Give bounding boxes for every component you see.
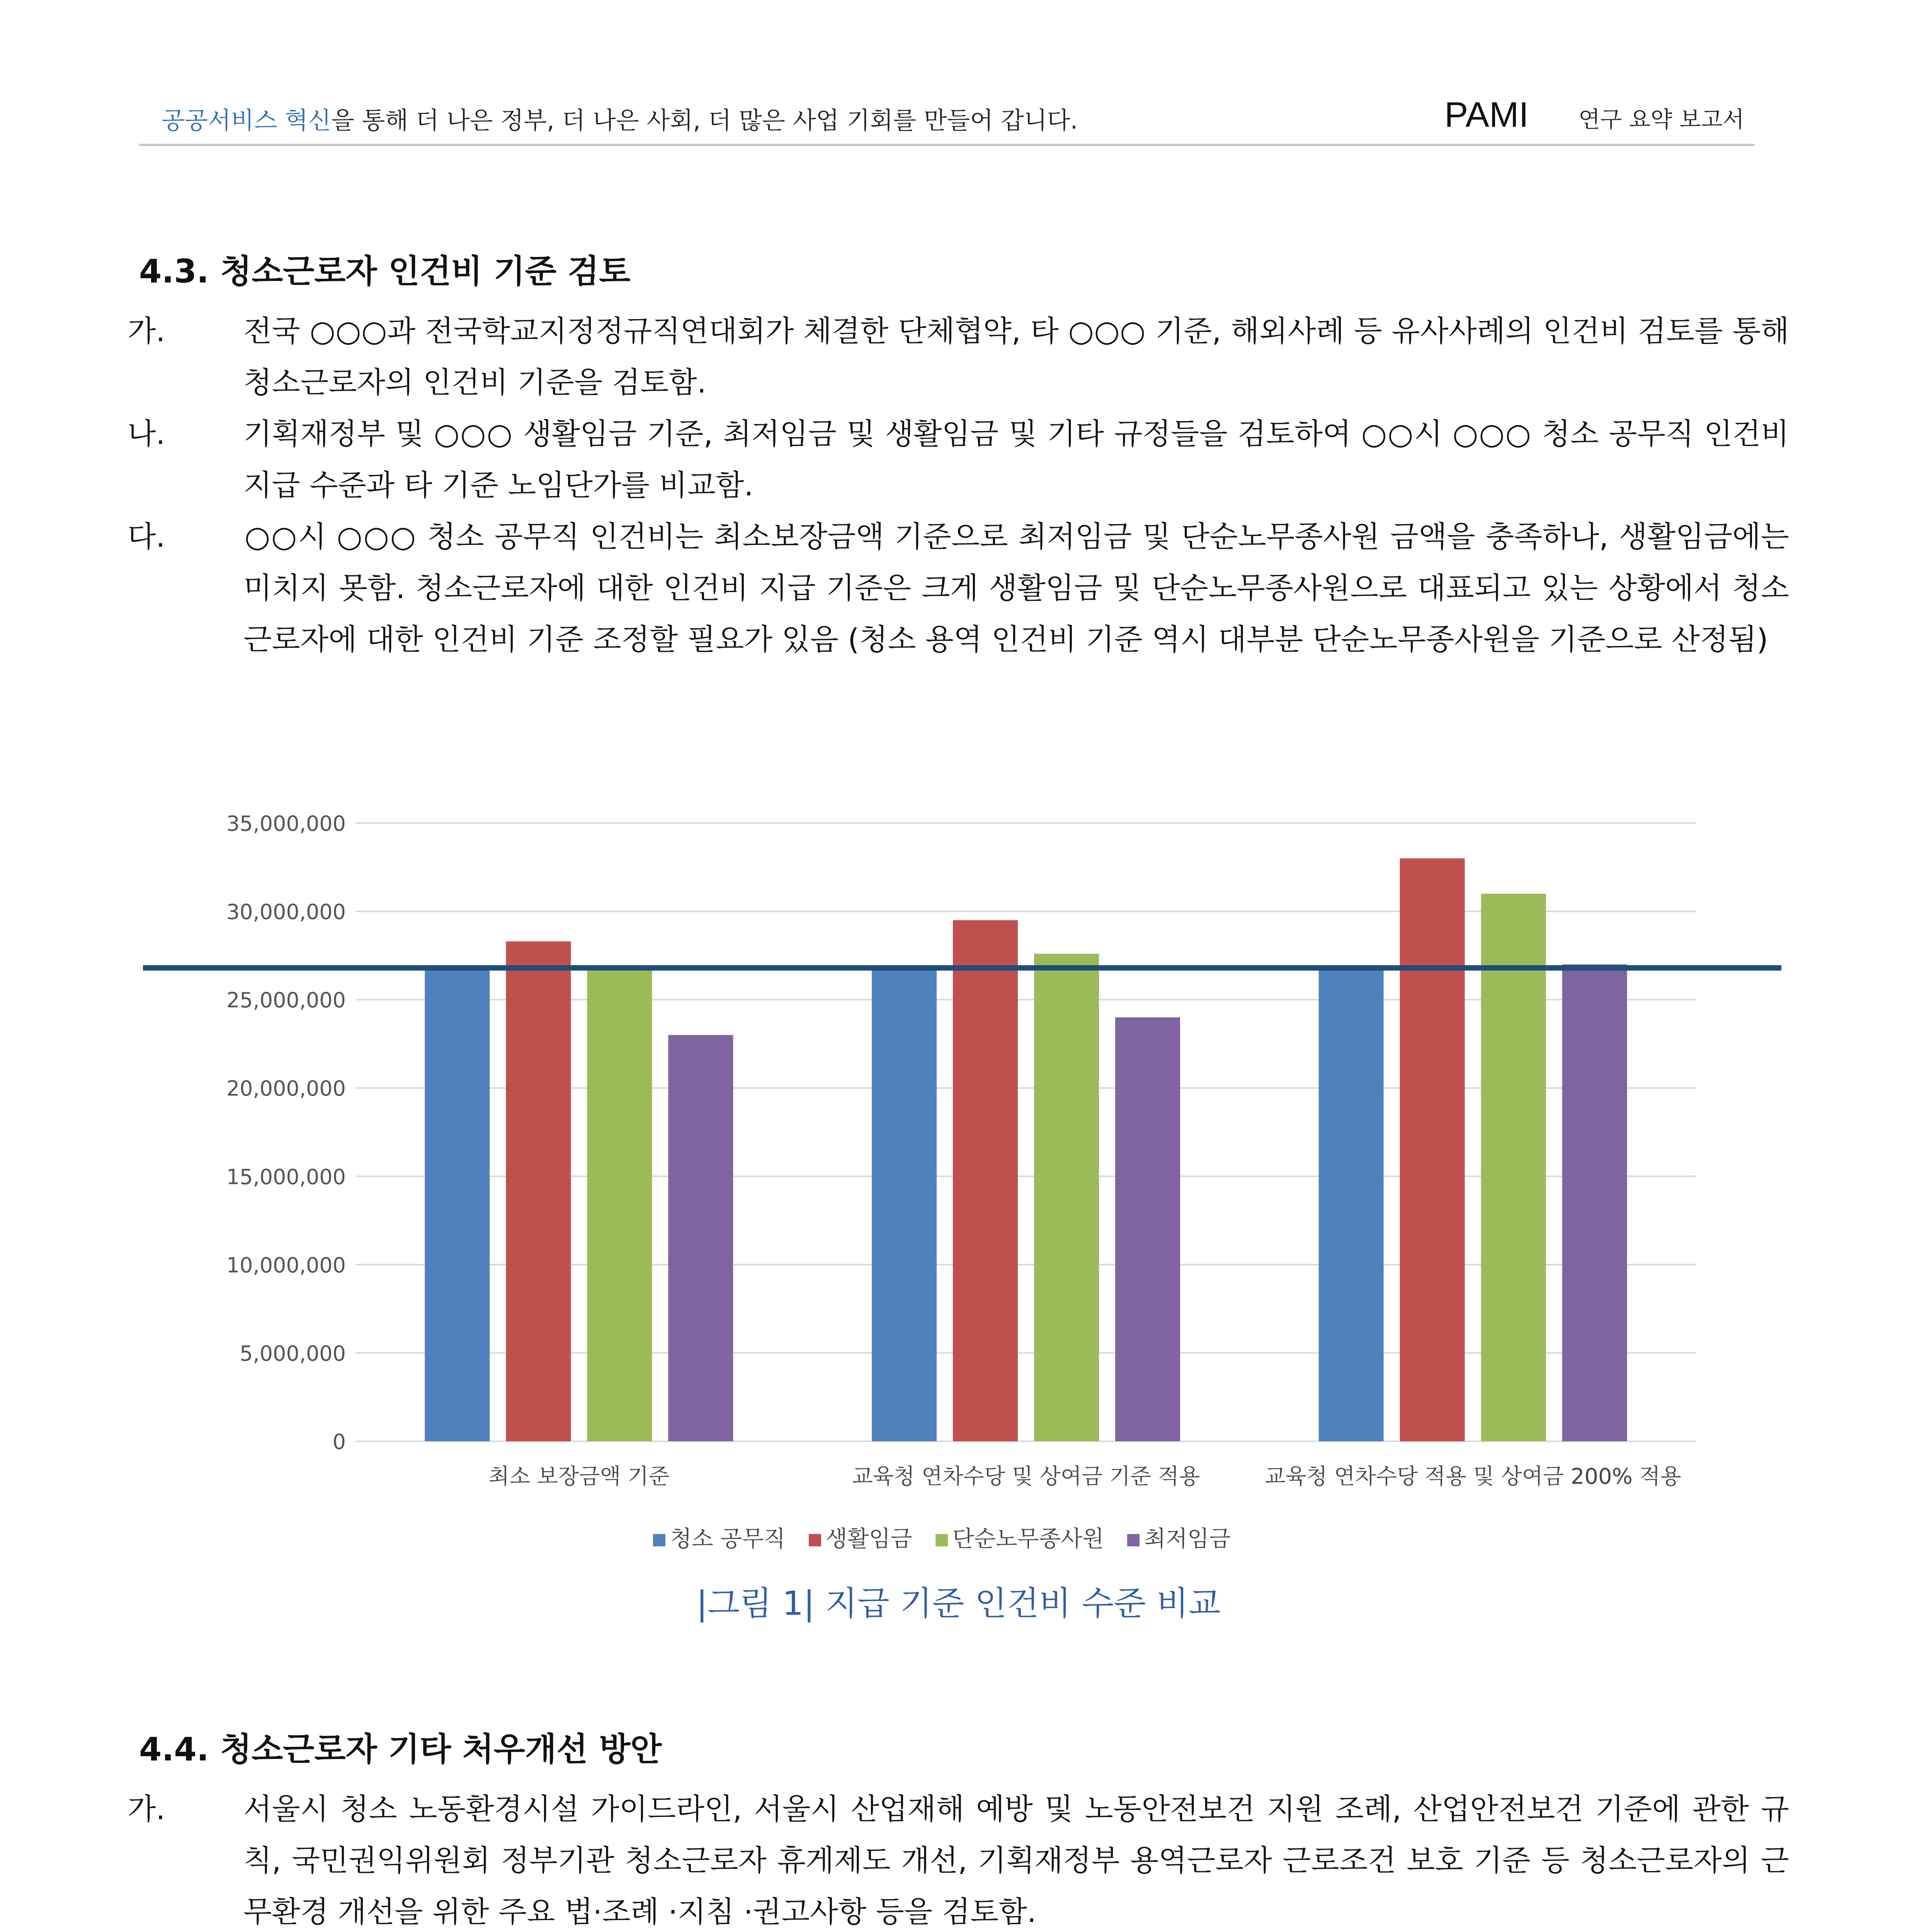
legend-swatch: [936, 1534, 948, 1546]
section-title-4-4: 4.4. 청소근로자 기타 처우개선 방안: [139, 1730, 662, 1768]
bar: [872, 969, 937, 1441]
chart-legend: [653, 1520, 1254, 1553]
list-item: [128, 511, 1789, 665]
bar: [1400, 858, 1465, 1441]
list-item-text: 전국 ○○○과 전국학교지정정규직연대회가 체결한 단체협약, 타 ○○○ 기준, 해외사례 등 유사사례의 인건비 검토를 통해 청소근로자의 인건비 기준을 검토함.: [243, 314, 1789, 400]
wage-comparison-chart: [139, 792, 1801, 1573]
x-tick-label: 최소 보장금액 기준: [488, 1464, 670, 1489]
legend-label: 최저임금: [1144, 1526, 1231, 1552]
header-slogan: [162, 101, 1078, 136]
bar: [587, 969, 652, 1441]
legend-item: [1127, 1520, 1231, 1553]
section-title-4-3: 4.3. 청소근로자 인건비 기준 검토: [139, 252, 631, 290]
legend-label: 청소 공무직: [670, 1526, 786, 1552]
legend-label: 생활임금: [825, 1526, 912, 1552]
y-tick-label: 0: [332, 1430, 346, 1454]
y-tick-label: 5,000,000: [240, 1341, 346, 1366]
section-4-4-body: [128, 1783, 1789, 1932]
legend-item: [809, 1520, 912, 1553]
list-item-text: 서울시 청소 노동환경시설 가이드라인, 서울시 산업재해 예방 및 노동안전보건 지원 조례, 산업안전보건 기준에 관한 규칙, 국민권익위원회 정부기관 청소근로자 휴게제도 개선, 기획재정부 용역근로자 근로조건 보호 기준 등 청소근로자의 근무환경 개선을 위한 주요 법·조례 ·지침 ·권고사항 등을 검토함.: [243, 1792, 1789, 1929]
x-tick-label: 교육청 연차수당 및 상여금 기준 적용: [852, 1464, 1200, 1489]
list-item: [128, 408, 1789, 511]
y-tick-label: 10,000,000: [226, 1253, 346, 1277]
list-item: [128, 305, 1789, 408]
bar: [668, 1035, 733, 1441]
list-marker: 다.: [128, 519, 165, 554]
y-tick-label: 35,000,000: [226, 811, 346, 836]
legend-swatch: [1127, 1534, 1140, 1546]
legend-swatch: [809, 1534, 821, 1546]
list-item-text: ○○시 ○○○ 청소 공무직 인건비는 최소보장금액 기준으로 최저임금 및 단순노무종사원 금액을 충족하나, 생활임금에는 미치지 못함. 청소근로자에 대한 인건비 지급 기준은 크게 생활임금 및 단순노무종사원으로 대표되고 있는 상황에서 청소 근로자에 대한 인건비 기준 조정할 필요가 있음 (청소 용역 인건비 기준 역시 대부분 단순노무종사원을 기준으로 산정됨): [243, 519, 1789, 656]
bar: [425, 969, 490, 1441]
list-marker: 가.: [128, 1792, 165, 1826]
bar: [1034, 954, 1099, 1441]
legend-item: [936, 1520, 1104, 1553]
header-brand: PAMI: [1444, 95, 1529, 134]
legend-item: [653, 1520, 786, 1553]
list-marker: 가.: [128, 314, 165, 348]
list-marker: 나.: [128, 417, 165, 451]
figure-caption: |그림 1| 지급 기준 인건비 수준 비교: [696, 1584, 1221, 1623]
bar: [1319, 969, 1384, 1441]
x-tick-label: 교육청 연차수당 적용 및 상여금 200% 적용: [1264, 1464, 1681, 1489]
header-report-type: 연구 요약 보고서: [1579, 106, 1745, 133]
section-4-3-body: [128, 305, 1789, 665]
list-item-text: 기획재정부 및 ○○○ 생활임금 기준, 최저임금 및 생활임금 및 기타 규정들을 검토하여 ○○시 ○○○ 청소 공무직 인건비 지급 수준과 타 기준 노임단가를 비교함.: [243, 417, 1789, 502]
y-tick-label: 20,000,000: [226, 1076, 346, 1101]
y-tick-label: 15,000,000: [226, 1165, 346, 1189]
legend-swatch: [653, 1534, 665, 1546]
list-item: [128, 1783, 1789, 1932]
header-slogan-rest: 을 통해 더 나은 정부, 더 나은 사회, 더 많은 사업 기회를 만들어 갑니다.: [331, 106, 1078, 134]
y-tick-label: 25,000,000: [226, 988, 346, 1013]
bar: [953, 920, 1018, 1441]
bar: [1562, 964, 1627, 1441]
bar: [506, 941, 571, 1441]
legend-label: 단순노무종사원: [952, 1526, 1104, 1552]
bar: [1481, 894, 1546, 1441]
header-slogan-accent: 공공서비스 혁신: [162, 106, 331, 134]
bar: [1115, 1017, 1180, 1441]
y-tick-label: 30,000,000: [226, 900, 346, 924]
header-divider: [139, 144, 1754, 146]
